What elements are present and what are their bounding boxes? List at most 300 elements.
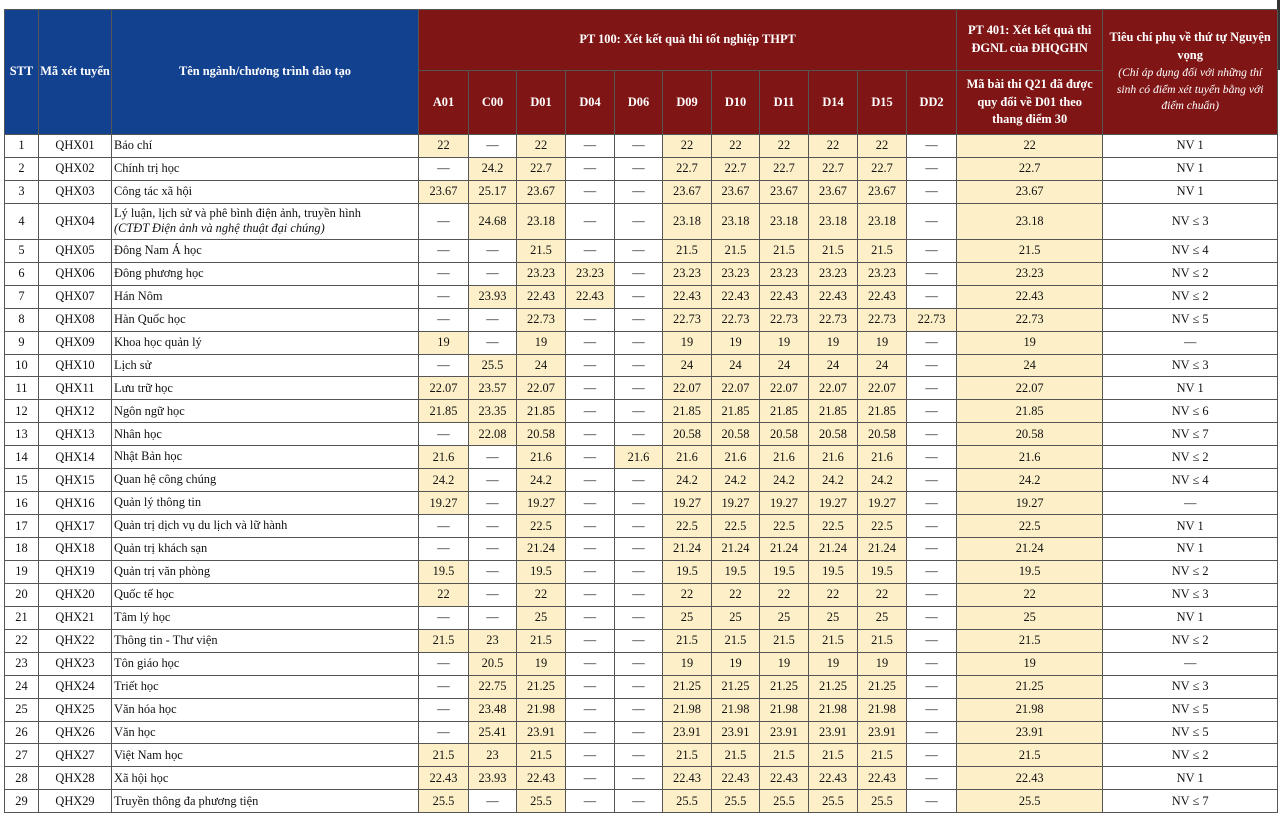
cell-score-dd2: — <box>907 675 957 698</box>
cell-score-d01: 21.98 <box>517 698 566 721</box>
cell-name <box>112 790 419 813</box>
cell-name <box>112 744 419 767</box>
cell-score-d11: 22.7 <box>760 157 809 180</box>
cell-score-d15: 21.5 <box>858 744 907 767</box>
cell-score-d10: 25.5 <box>712 790 760 813</box>
cell-nv: — <box>1103 331 1278 354</box>
cell-score-d01: 23.18 <box>517 203 566 239</box>
cell-score-d09: 19 <box>663 331 712 354</box>
cell-score-d06: — <box>615 239 663 262</box>
cell-name <box>112 583 419 606</box>
cell-score-dd2: — <box>907 446 957 469</box>
cell-nv: NV ≤ 2 <box>1103 744 1278 767</box>
cell-score-d06: — <box>615 135 663 158</box>
cell-score-c00: — <box>469 308 517 331</box>
cell-score-d14: 21.5 <box>809 629 858 652</box>
cell-score-d09: 21.24 <box>663 538 712 561</box>
cell-score-d10: 21.98 <box>712 698 760 721</box>
cell-nv: NV ≤ 2 <box>1103 629 1278 652</box>
table-row <box>5 606 1278 629</box>
program-name: Truyền thông đa phương tiện <box>114 793 259 808</box>
cell-score-d11: 23.67 <box>760 180 809 203</box>
cell-nv: NV 1 <box>1103 377 1278 400</box>
cell-score-dd2: — <box>907 239 957 262</box>
cell-score-d14: 21.5 <box>809 239 858 262</box>
cell-score-d14: 22 <box>809 583 858 606</box>
cell-score-d11: 21.25 <box>760 675 809 698</box>
cell-score-d11: 24 <box>760 354 809 377</box>
cell-score-d10: 22.43 <box>712 767 760 790</box>
cell-nv: NV 1 <box>1103 767 1278 790</box>
program-name: Hán Nôm <box>114 288 163 303</box>
cell-score-dd2: — <box>907 744 957 767</box>
program-name: Quản lý thông tin <box>114 495 202 510</box>
cell-score-d15: 23.18 <box>858 203 907 239</box>
cell-score-a01: 19 <box>419 331 469 354</box>
cell-nv: NV ≤ 3 <box>1103 203 1278 239</box>
cell-score-d14: 19 <box>809 331 858 354</box>
cell-score-d09: 21.25 <box>663 675 712 698</box>
cell-score-d15: 20.58 <box>858 423 907 446</box>
cell-score-d10: 23.18 <box>712 203 760 239</box>
cell-score-d10: 19.27 <box>712 492 760 515</box>
header-combo-d04: D04 <box>566 71 615 135</box>
cell-score-d15: 25.5 <box>858 790 907 813</box>
cell-score-d15: 24.2 <box>858 469 907 492</box>
cell-score-d06: — <box>615 331 663 354</box>
cell-nv: NV ≤ 3 <box>1103 675 1278 698</box>
header-combo-d11: D11 <box>760 71 809 135</box>
cell-name <box>112 560 419 583</box>
cell-score-d01: 21.5 <box>517 629 566 652</box>
cell-name <box>112 180 419 203</box>
cell-score-d14: 21.5 <box>809 744 858 767</box>
cell-nv: NV ≤ 2 <box>1103 262 1278 285</box>
program-name: Ngôn ngữ học <box>114 403 185 418</box>
cell-score-d14: 23.67 <box>809 180 858 203</box>
cell-nv: NV ≤ 5 <box>1103 698 1278 721</box>
cell-score-c00: — <box>469 446 517 469</box>
cell-name <box>112 157 419 180</box>
cell-nv: NV ≤ 5 <box>1103 721 1278 744</box>
program-name: Lưu trữ học <box>114 380 173 395</box>
cell-score-a01: — <box>419 698 469 721</box>
cell-score-d09: 23.18 <box>663 203 712 239</box>
cell-score-d10: 21.24 <box>712 538 760 561</box>
cell-score-a01: — <box>419 721 469 744</box>
cell-score-d14: 22.07 <box>809 377 858 400</box>
cell-nv: NV 1 <box>1103 180 1278 203</box>
cell-score-c00: 22.08 <box>469 423 517 446</box>
cell-nv: NV ≤ 5 <box>1103 308 1278 331</box>
cell-q21: 21.24 <box>957 538 1103 561</box>
cell-stt: 10 <box>5 354 39 377</box>
cell-score-c00: 25.41 <box>469 721 517 744</box>
cell-score-a01: — <box>419 515 469 538</box>
table-row <box>5 721 1278 744</box>
cell-code: QHX18 <box>39 538 112 561</box>
cell-stt: 2 <box>5 157 39 180</box>
program-name: Triết học <box>114 678 159 693</box>
cell-name <box>112 767 419 790</box>
cell-q21: 21.98 <box>957 698 1103 721</box>
program-name: Nhật Bản học <box>114 449 183 464</box>
table-row <box>5 285 1278 308</box>
cell-score-dd2: — <box>907 262 957 285</box>
cell-score-d09: 22 <box>663 135 712 158</box>
cell-score-c00: — <box>469 560 517 583</box>
cell-nv: NV ≤ 3 <box>1103 583 1278 606</box>
cell-code: QHX12 <box>39 400 112 423</box>
table-row <box>5 157 1278 180</box>
cell-score-c00: 23.35 <box>469 400 517 423</box>
cell-score-d01: 22.7 <box>517 157 566 180</box>
cell-score-d15: 19 <box>858 331 907 354</box>
header-combo-c00: C00 <box>469 71 517 135</box>
cell-score-a01: — <box>419 285 469 308</box>
cell-stt: 20 <box>5 583 39 606</box>
cell-score-d04: — <box>566 354 615 377</box>
cell-score-d15: 23.91 <box>858 721 907 744</box>
cell-q21: 24.2 <box>957 469 1103 492</box>
cell-score-a01: — <box>419 157 469 180</box>
cell-score-d04: — <box>566 790 615 813</box>
cell-score-dd2: — <box>907 538 957 561</box>
table-row <box>5 262 1278 285</box>
cell-score-d11: 19.27 <box>760 492 809 515</box>
cell-score-d09: 25.5 <box>663 790 712 813</box>
header-combo-d10: D10 <box>712 71 760 135</box>
cell-code: QHX14 <box>39 446 112 469</box>
cell-score-d04: — <box>566 203 615 239</box>
cell-score-d11: 21.6 <box>760 446 809 469</box>
cell-name <box>112 629 419 652</box>
cell-name <box>112 606 419 629</box>
cell-score-d15: 21.24 <box>858 538 907 561</box>
cell-score-dd2: — <box>907 629 957 652</box>
program-name: Tôn giáo học <box>114 655 180 670</box>
cell-score-d04: — <box>566 721 615 744</box>
cell-code: QHX16 <box>39 492 112 515</box>
cell-score-d01: 25 <box>517 606 566 629</box>
cell-score-a01: — <box>419 239 469 262</box>
cell-score-d06: — <box>615 698 663 721</box>
cell-score-d04: — <box>566 469 615 492</box>
cell-score-d15: 22 <box>858 583 907 606</box>
program-name: Thông tin - Thư viện <box>114 632 218 647</box>
cell-score-c00: 25.17 <box>469 180 517 203</box>
cell-code: QHX04 <box>39 203 112 239</box>
cell-score-d15: 21.5 <box>858 239 907 262</box>
cell-stt: 11 <box>5 377 39 400</box>
table-row <box>5 180 1278 203</box>
cell-code: QHX22 <box>39 629 112 652</box>
program-name: Văn học <box>114 724 156 739</box>
cell-stt: 18 <box>5 538 39 561</box>
cell-code: QHX07 <box>39 285 112 308</box>
cell-q21: 22.73 <box>957 308 1103 331</box>
cell-score-d01: 22.73 <box>517 308 566 331</box>
cell-score-dd2: — <box>907 285 957 308</box>
cell-score-d01: 21.24 <box>517 538 566 561</box>
cell-score-d04: — <box>566 400 615 423</box>
cell-score-d15: 22.43 <box>858 285 907 308</box>
table-row <box>5 354 1278 377</box>
cell-q21: 22.43 <box>957 285 1103 308</box>
cell-score-d10: 21.85 <box>712 400 760 423</box>
cell-score-d01: 23.23 <box>517 262 566 285</box>
cell-score-d06: — <box>615 400 663 423</box>
table-row <box>5 331 1278 354</box>
cell-score-d06: — <box>615 492 663 515</box>
cell-score-d09: 25 <box>663 606 712 629</box>
cell-score-d15: 19.27 <box>858 492 907 515</box>
header-pt100: PT 100: Xét kết quả thi tốt nghiệp THPT <box>419 10 957 71</box>
cell-stt: 15 <box>5 469 39 492</box>
cell-score-d10: 23.23 <box>712 262 760 285</box>
cell-code: QHX20 <box>39 583 112 606</box>
cell-score-d09: 23.23 <box>663 262 712 285</box>
cell-code: QHX13 <box>39 423 112 446</box>
cell-stt: 28 <box>5 767 39 790</box>
cell-score-d01: 24 <box>517 354 566 377</box>
cell-score-d01: 22.43 <box>517 285 566 308</box>
cell-score-d09: 22.43 <box>663 285 712 308</box>
program-name: Quốc tế học <box>114 587 174 602</box>
cell-stt: 13 <box>5 423 39 446</box>
header-combo-d01: D01 <box>517 71 566 135</box>
cell-score-d01: 22.5 <box>517 515 566 538</box>
cell-score-d04: 22.43 <box>566 285 615 308</box>
program-name: Khoa học quản lý <box>114 334 202 349</box>
header-combo-d15: D15 <box>858 71 907 135</box>
cell-score-c00: 25.5 <box>469 354 517 377</box>
program-name: Quản trị văn phòng <box>114 564 211 579</box>
cell-score-a01: 19.27 <box>419 492 469 515</box>
cell-score-d04: 23.23 <box>566 262 615 285</box>
cell-score-c00: — <box>469 469 517 492</box>
cell-score-d14: 24.2 <box>809 469 858 492</box>
cell-score-d09: 22 <box>663 583 712 606</box>
table-row <box>5 446 1278 469</box>
cell-score-a01: — <box>419 606 469 629</box>
cell-score-d14: 22.7 <box>809 157 858 180</box>
cell-score-d14: 21.6 <box>809 446 858 469</box>
cell-score-d09: 21.5 <box>663 629 712 652</box>
cell-score-c00: — <box>469 262 517 285</box>
cell-score-d06: — <box>615 583 663 606</box>
cell-stt: 17 <box>5 515 39 538</box>
cell-score-d01: 19.27 <box>517 492 566 515</box>
cell-score-d01: 19 <box>517 652 566 675</box>
cell-stt: 14 <box>5 446 39 469</box>
cell-score-a01: 21.5 <box>419 629 469 652</box>
cell-score-d11: 21.98 <box>760 698 809 721</box>
cell-score-d15: 23.67 <box>858 180 907 203</box>
cell-score-d09: 22.07 <box>663 377 712 400</box>
cell-score-a01: 21.6 <box>419 446 469 469</box>
cell-score-a01: 24.2 <box>419 469 469 492</box>
cell-score-d11: 20.58 <box>760 423 809 446</box>
cell-name <box>112 721 419 744</box>
cell-code: QHX19 <box>39 560 112 583</box>
cell-score-d11: 25.5 <box>760 790 809 813</box>
cell-score-d11: 22 <box>760 583 809 606</box>
cell-score-a01: 22 <box>419 135 469 158</box>
cell-q21: 19.5 <box>957 560 1103 583</box>
cell-score-d06: — <box>615 423 663 446</box>
cell-stt: 25 <box>5 698 39 721</box>
cell-score-dd2: — <box>907 606 957 629</box>
cell-stt: 21 <box>5 606 39 629</box>
cell-stt: 22 <box>5 629 39 652</box>
cell-score-d01: 20.58 <box>517 423 566 446</box>
cell-score-dd2: — <box>907 423 957 446</box>
cell-code: QHX01 <box>39 135 112 158</box>
cell-name <box>112 331 419 354</box>
table-row <box>5 790 1278 813</box>
program-name: Tâm lý học <box>114 610 171 625</box>
cell-score-d06: — <box>615 744 663 767</box>
cell-score-d11: 23.18 <box>760 203 809 239</box>
cell-stt: 29 <box>5 790 39 813</box>
cell-score-d15: 22.07 <box>858 377 907 400</box>
cell-score-d06: — <box>615 354 663 377</box>
cell-score-d01: 23.67 <box>517 180 566 203</box>
cell-score-d04: — <box>566 308 615 331</box>
cell-score-a01: 21.85 <box>419 400 469 423</box>
cell-q21: 22 <box>957 583 1103 606</box>
header-combo-d09: D09 <box>663 71 712 135</box>
cell-q21: 22.7 <box>957 157 1103 180</box>
cell-score-d15: 23.23 <box>858 262 907 285</box>
cell-score-d14: 21.25 <box>809 675 858 698</box>
cell-q21: 21.5 <box>957 239 1103 262</box>
cell-code: QHX15 <box>39 469 112 492</box>
cell-stt: 27 <box>5 744 39 767</box>
header-pt401-sub: Mã bài thi Q21 đã được quy đổi về D01 theo thang điểm 30 <box>957 71 1103 135</box>
cell-score-c00: 23.93 <box>469 767 517 790</box>
cell-score-d04: — <box>566 744 615 767</box>
cell-score-a01: 19.5 <box>419 560 469 583</box>
cell-score-a01: 22.07 <box>419 377 469 400</box>
table-header <box>5 10 1278 135</box>
cell-score-dd2: — <box>907 469 957 492</box>
cell-score-d06: 21.6 <box>615 446 663 469</box>
cell-score-d15: 22 <box>858 135 907 158</box>
cell-score-c00: 23.93 <box>469 285 517 308</box>
cell-score-c00: — <box>469 583 517 606</box>
cell-score-dd2: — <box>907 560 957 583</box>
cell-score-d15: 22.73 <box>858 308 907 331</box>
program-name: Hàn Quốc học <box>114 311 186 326</box>
cell-score-d04: — <box>566 515 615 538</box>
cell-score-d14: 22.5 <box>809 515 858 538</box>
cell-nv: NV ≤ 2 <box>1103 446 1278 469</box>
cell-score-d14: 21.98 <box>809 698 858 721</box>
cell-score-d06: — <box>615 675 663 698</box>
cell-score-d15: 19.5 <box>858 560 907 583</box>
header-ma-xet-tuyen: Mã xét tuyển <box>39 10 112 135</box>
cell-score-d06: — <box>615 606 663 629</box>
cell-score-d01: 19 <box>517 331 566 354</box>
cell-score-c00: 22.75 <box>469 675 517 698</box>
admission-score-table <box>4 9 1278 813</box>
cell-score-d15: 21.6 <box>858 446 907 469</box>
cell-score-d11: 22.43 <box>760 285 809 308</box>
cell-score-c00: — <box>469 239 517 262</box>
cell-nv: NV ≤ 6 <box>1103 400 1278 423</box>
program-name: Lịch sử <box>114 357 152 372</box>
cell-score-d10: 21.5 <box>712 744 760 767</box>
cell-name <box>112 492 419 515</box>
cell-score-d15: 21.25 <box>858 675 907 698</box>
cell-score-d14: 23.18 <box>809 203 858 239</box>
cell-stt: 19 <box>5 560 39 583</box>
table-row <box>5 629 1278 652</box>
cell-score-dd2: — <box>907 135 957 158</box>
cell-score-d06: — <box>615 308 663 331</box>
admission-score-table-container <box>4 9 1277 813</box>
cell-score-dd2: — <box>907 698 957 721</box>
cell-score-d04: — <box>566 446 615 469</box>
table-row <box>5 135 1278 158</box>
cell-nv: NV ≤ 2 <box>1103 285 1278 308</box>
cell-score-a01: — <box>419 675 469 698</box>
cell-q21: 19 <box>957 331 1103 354</box>
cell-code: QHX29 <box>39 790 112 813</box>
cell-score-d09: 22.5 <box>663 515 712 538</box>
cell-score-d06: — <box>615 262 663 285</box>
cell-score-d14: 22 <box>809 135 858 158</box>
cell-score-d09: 22.73 <box>663 308 712 331</box>
cell-score-a01: — <box>419 652 469 675</box>
cell-score-c00: 23 <box>469 629 517 652</box>
header-pt401: PT 401: Xét kết quả thi ĐGNL của ĐHQGHN <box>957 10 1103 71</box>
cell-score-d11: 24.2 <box>760 469 809 492</box>
cell-name <box>112 652 419 675</box>
cell-q21: 21.6 <box>957 446 1103 469</box>
cell-name <box>112 446 419 469</box>
table-row <box>5 698 1278 721</box>
cell-score-d10: 21.6 <box>712 446 760 469</box>
cell-score-d09: 23.67 <box>663 180 712 203</box>
cell-q21: 22 <box>957 135 1103 158</box>
cell-score-d10: 24 <box>712 354 760 377</box>
cell-score-c00: — <box>469 515 517 538</box>
table-row <box>5 652 1278 675</box>
cell-score-a01: — <box>419 308 469 331</box>
cell-score-d09: 24.2 <box>663 469 712 492</box>
cell-score-d11: 21.5 <box>760 744 809 767</box>
cell-score-d09: 20.58 <box>663 423 712 446</box>
cell-score-d04: — <box>566 698 615 721</box>
program-name: Quản trị dịch vụ du lịch và lữ hành <box>114 518 288 533</box>
table-row <box>5 583 1278 606</box>
cell-score-d09: 24 <box>663 354 712 377</box>
cell-score-a01: 22 <box>419 583 469 606</box>
cell-q21: 25 <box>957 606 1103 629</box>
cell-score-c00: — <box>469 790 517 813</box>
cell-score-d01: 21.25 <box>517 675 566 698</box>
cell-score-dd2: — <box>907 721 957 744</box>
cell-score-d09: 21.5 <box>663 239 712 262</box>
cell-code: QHX26 <box>39 721 112 744</box>
header-tieu-chi-phu <box>1103 10 1278 135</box>
cell-nv: NV ≤ 3 <box>1103 354 1278 377</box>
cell-name <box>112 675 419 698</box>
cell-stt: 24 <box>5 675 39 698</box>
